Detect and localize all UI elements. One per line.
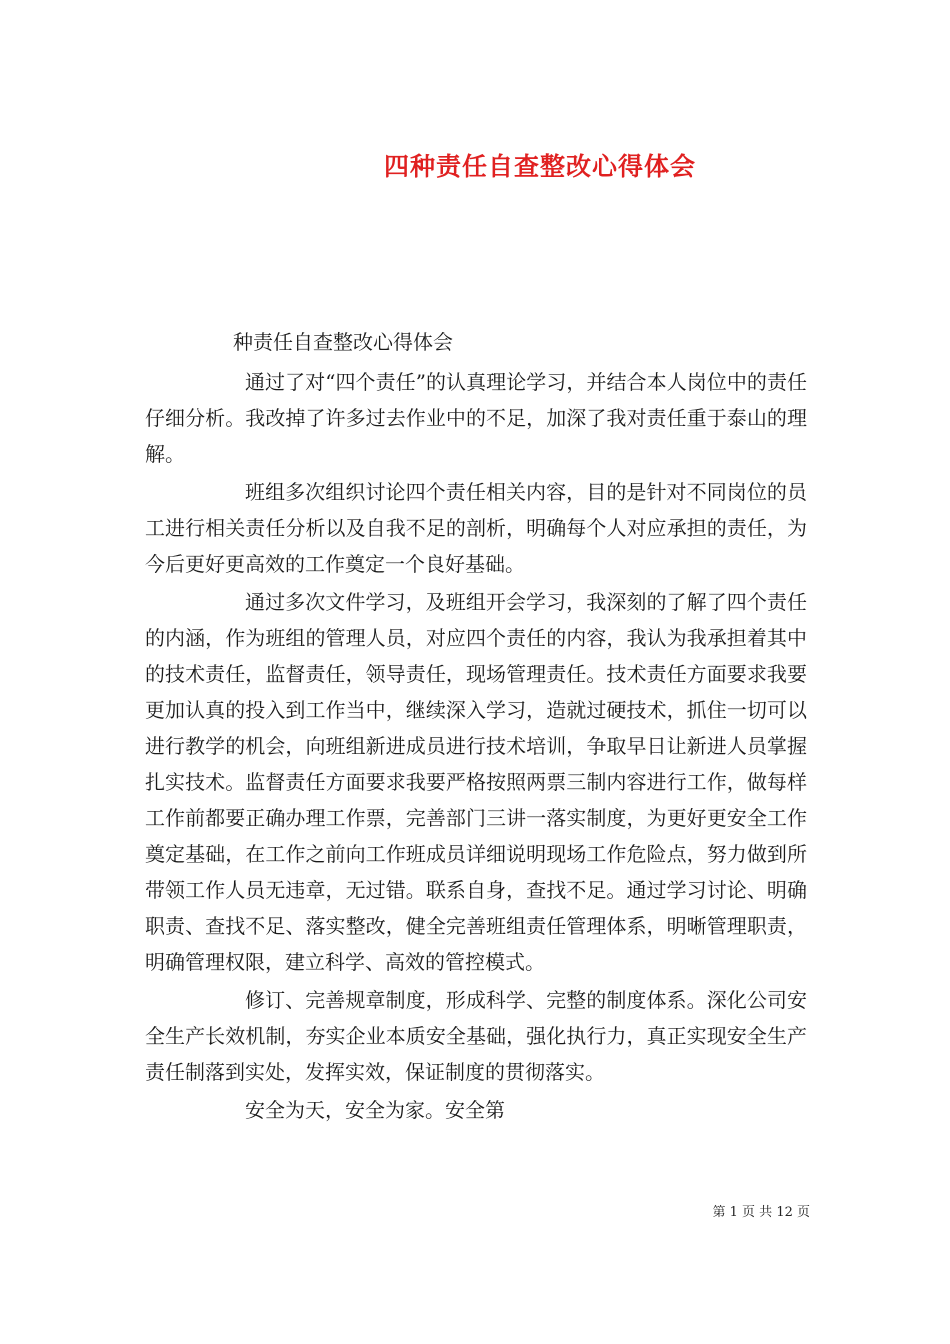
- document-subtitle: 种责任自查整改心得体会: [233, 330, 453, 354]
- paragraph-2: 班组多次组织讨论四个责任相关内容，目的是针对不同岗位的员工进行相关责任分析以及自我不足的剖析，明确每个人对应承担的责任，为今后更好更高效的工作奠定一个良好基础。: [145, 480, 807, 576]
- page-number: 第 1 页 共 12 页: [712, 1205, 810, 1220]
- paragraph-3: 通过多次文件学习，及班组开会学习，我深刻的了解了四个责任的内涵，作为班组的管理人员，对应四个责任的内容，我认为我承担着其中的技术责任，监督责任，领导责任，现场管理责任。技术责任方面要求我要更加认真的投入到工作当中，继续深入学习，造就过硬技术，抓住一切可以进行教学的机会，向班组新进成员进行技术培训，争取早日让新进人员掌握扎实技术。监督责任方面要求我要严格按照两票三制内容进行工作，做每样工作前都要正确办理工作票，完善部门三讲一落实制度，为更好更安全工作奠定基础，在工作之前向工作班成员详细说明现场工作危险点，努力做到所带领工作人员无违章，无过错。联系自身，查找不足。通过学习讨论、明确职责、查找不足、落实整改，健全完善班组责任管理体系，明晰管理职责，明确管理权限，建立科学、高效的管控模式。: [145, 590, 807, 974]
- document-body: [145, 322, 807, 1128]
- document-title: 四种责任自查整改心得体会: [383, 151, 696, 181]
- paragraph-5: 安全为天，安全为家。安全第: [245, 1098, 505, 1122]
- paragraph-1: 通过了对“四个责任”的认真理论学习，并结合本人岗位中的责任仔细分析。我改掉了许多过去作业中的不足，加深了我对责任重于泰山的理解。: [145, 370, 807, 466]
- paragraph-4: 修订、完善规章制度，形成科学、完整的制度体系。深化公司安全生产长效机制，夯实企业本质安全基础，强化执行力，真正实现安全生产责任制落到实处，发挥实效，保证制度的贯彻落实。: [145, 988, 807, 1084]
